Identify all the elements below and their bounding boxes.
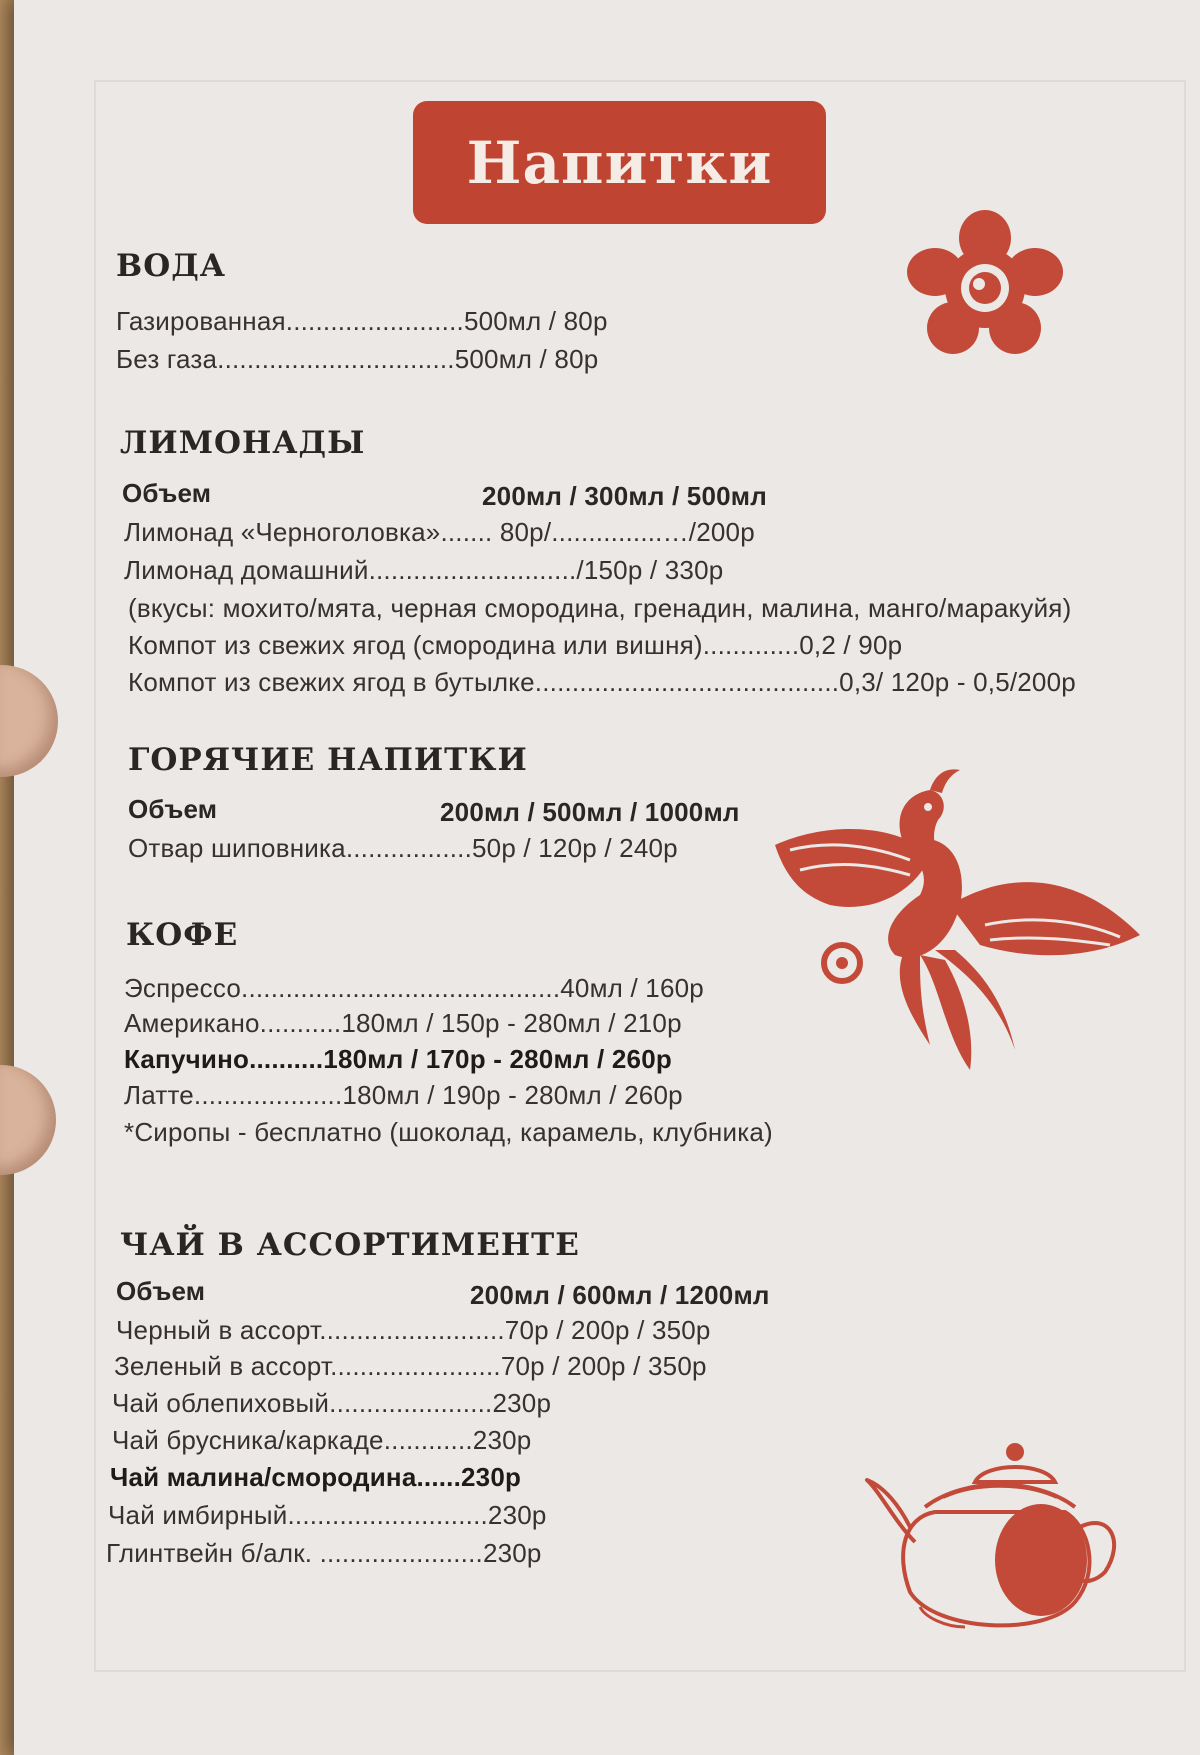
menu-item-tea-raspberry: Чай малина/смородина......230р [110,1462,522,1492]
firebird-ornament [770,765,1145,1080]
volume-values-tea: 200мл / 600мл / 1200мл [470,1280,770,1310]
menu-item-lemonade-chernogolovka: Лимонад «Черноголовка»....... 80р/...............…/200р [124,517,755,547]
menu-item-tea-ginger: Чай имбирный...........................230р [108,1500,547,1530]
section-heading-tea: ЧАЙ В АССОРТИМЕНТЕ [120,1227,580,1263]
volume-values-hot-drinks: 200мл / 500мл / 1000мл [440,797,740,827]
menu-item-latte: Латте....................180мл / 190р - 280мл / 260р [124,1080,683,1110]
volume-label-hot-drinks: Объем [128,794,218,824]
menu-item-tea-green: Зеленый в ассорт.......................70р / 200р / 350р [114,1351,707,1381]
section-heading-hot-drinks: ГОРЯЧИЕ НАПИТКИ [128,742,528,778]
menu-item-americano: Американо...........180мл / 150р - 280мл / 210р [124,1008,682,1038]
menu-item-water-sparkling: Газированная........................500мл / 80р [116,306,608,336]
page-title: Напитки [466,128,773,197]
menu-item-cappuccino: Капучино..........180мл / 170р - 280мл / 260р [124,1044,672,1074]
menu-item-water-still: Без газа................................500мл / 80р [116,344,599,374]
volume-values-lemonades: 200мл / 300мл / 500мл [482,481,767,511]
volume-label-tea: Объем [116,1276,206,1306]
volume-label-lemonades: Объем [122,478,212,508]
teapot-ornament [865,1432,1125,1637]
title-banner [413,101,826,224]
section-heading-coffee: КОФЕ [126,917,239,953]
menu-item-rosehip: Отвар шиповника.................50р / 120р / 240р [128,833,678,863]
menu-item-lemonade-homemade: Лимонад домашний............................/150р / 330р [124,555,724,585]
menu-item-mulled-wine: Глинтвейн б/алк. ......................230р [106,1538,542,1568]
menu-item-tea-black: Черный в ассорт.........................70р / 200р / 350р [116,1315,711,1345]
menu-item-lemonade-flavors: (вкусы: мохито/мята, черная смородина, гренадин, малина, манго/маракуйя) [128,593,1072,623]
menu-item-tea-sea-buckthorn: Чай облепиховый......................230р [112,1388,552,1418]
menu-item-espresso: Эспрессо...........................................40мл / 160р [124,973,704,1003]
menu-item-compote-fresh: Компот из свежих ягод (смородина или вишня).............0,2 / 90р [128,630,903,660]
flower-ornament [905,210,1065,360]
menu-item-tea-lingonberry: Чай брусника/каркаде............230р [112,1425,532,1455]
section-heading-water: ВОДА [116,248,227,284]
section-heading-lemonades: ЛИМОНАДЫ [120,425,366,461]
menu-item-compote-bottle: Компот из свежих ягод в бутылке.........................................0,3/ 120р - 0,5/200р [128,667,1076,697]
menu-note-syrups: *Сиропы - бесплатно (шоколад, карамель, клубника) [124,1117,773,1147]
